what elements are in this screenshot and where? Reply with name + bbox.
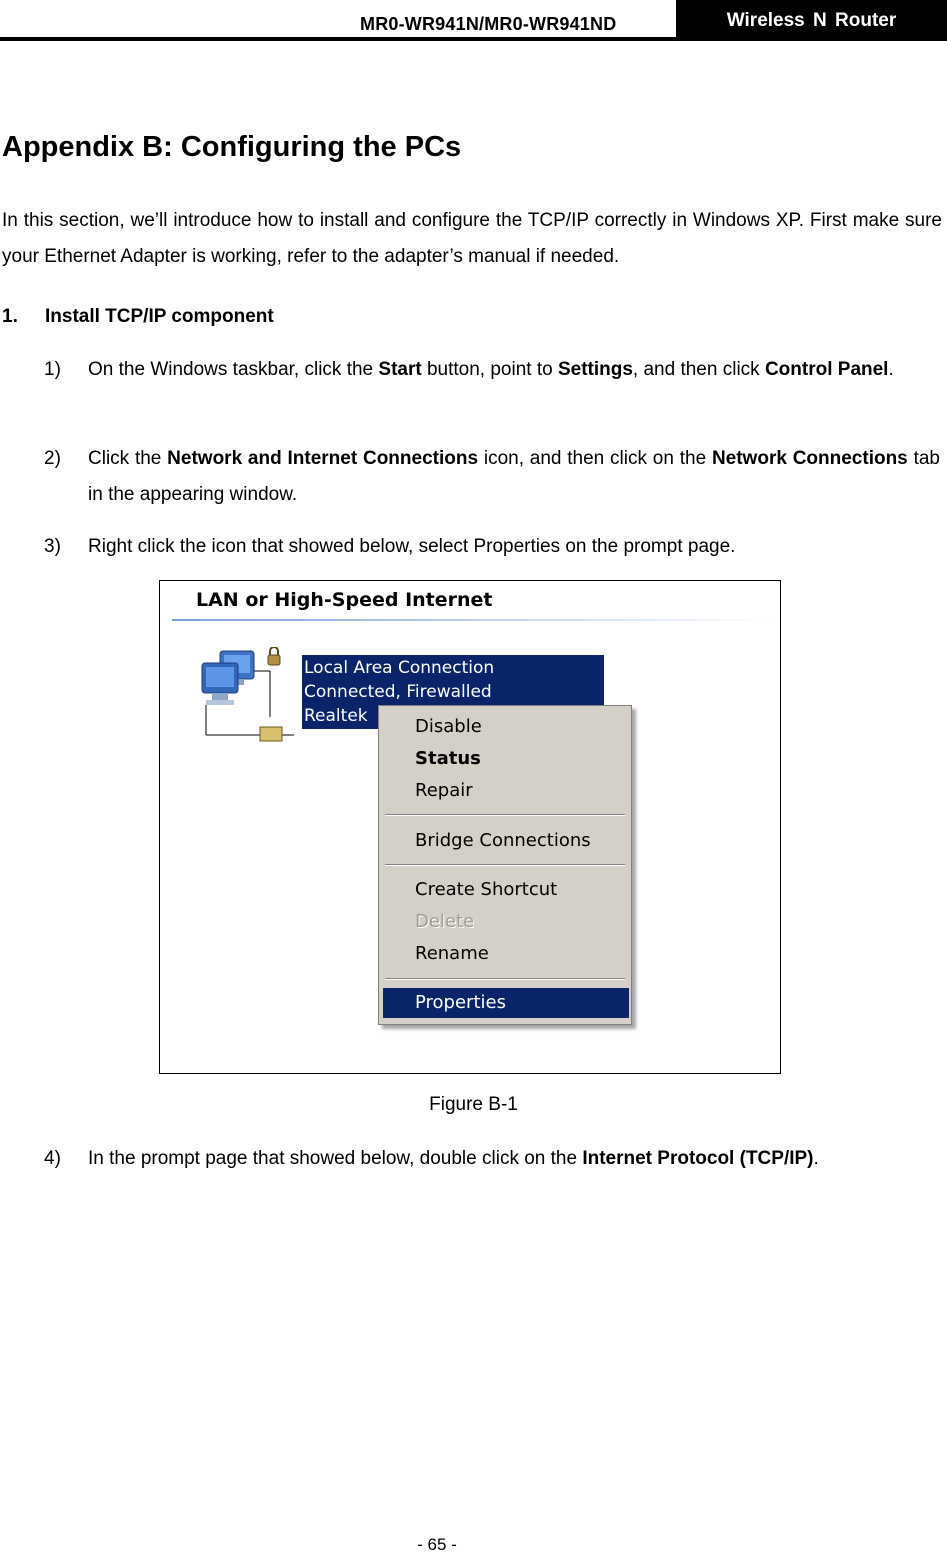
group-title: LAN or High-Speed Internet	[196, 589, 493, 611]
step-text: On the Windows taskbar, click the Start button, point to Settings, and then click Control Panel.	[88, 359, 894, 380]
step-text: Right click the icon that showed below, select Properties on the prompt page.	[88, 536, 736, 557]
section-number: 1.	[2, 306, 18, 327]
page-title: Appendix B: Configuring the PCs	[2, 131, 462, 163]
menu-separator	[385, 978, 625, 980]
section-title: Install TCP/IP component	[45, 306, 274, 327]
step-number: 4)	[44, 1148, 61, 1169]
menu-item-disable[interactable]: Disable	[415, 716, 482, 737]
step-4	[44, 1141, 940, 1177]
section-heading	[2, 306, 274, 328]
menu-item-rename[interactable]: Rename	[415, 943, 489, 964]
step-text: Click the Network and Internet Connections icon, and then click on the Network Connections tab in the appearing window.	[88, 448, 940, 505]
step-1	[44, 352, 940, 388]
connection-adapter: Realtek	[304, 706, 368, 726]
context-menu	[378, 705, 632, 1025]
step-text: In the prompt page that showed below, double click on the Internet Protocol (TCP/IP).	[88, 1148, 819, 1169]
menu-item-status[interactable]: Status	[415, 748, 481, 769]
menu-separator	[385, 864, 625, 866]
header-model: MR0-WR941N/MR0-WR941ND	[360, 14, 617, 34]
step-2	[44, 441, 940, 513]
figure-screenshot	[159, 580, 781, 1074]
menu-separator	[385, 814, 625, 816]
step-number: 1)	[44, 359, 61, 380]
header-product: Wireless N Router	[726, 9, 897, 31]
header-rule	[0, 37, 947, 41]
menu-item-properties[interactable]: Properties	[383, 988, 629, 1018]
intro-paragraph: In this section, we’ll introduce how to install and configure the TCP/IP correctly in Windows XP. First make sure your Ethernet Adapter is working, refer to the adapter’s manual if needed.	[2, 210, 942, 267]
step-number: 2)	[44, 448, 61, 469]
figure-caption: Figure B-1	[429, 1094, 518, 1115]
connection-name: Local Area Connection	[304, 658, 495, 678]
menu-item-repair[interactable]: Repair	[415, 780, 473, 801]
menu-item-delete: Delete	[415, 911, 475, 932]
page-number: - 65 -	[417, 1535, 457, 1554]
network-connection-icon	[198, 647, 308, 745]
menu-item-create-shortcut[interactable]: Create Shortcut	[415, 879, 558, 900]
step-3	[44, 529, 940, 565]
menu-item-bridge-connections[interactable]: Bridge Connections	[415, 830, 591, 851]
connection-status: Connected, Firewalled	[304, 682, 492, 702]
step-number: 3)	[44, 536, 61, 557]
header-product-tab	[676, 0, 947, 41]
group-title-rule	[172, 619, 772, 621]
